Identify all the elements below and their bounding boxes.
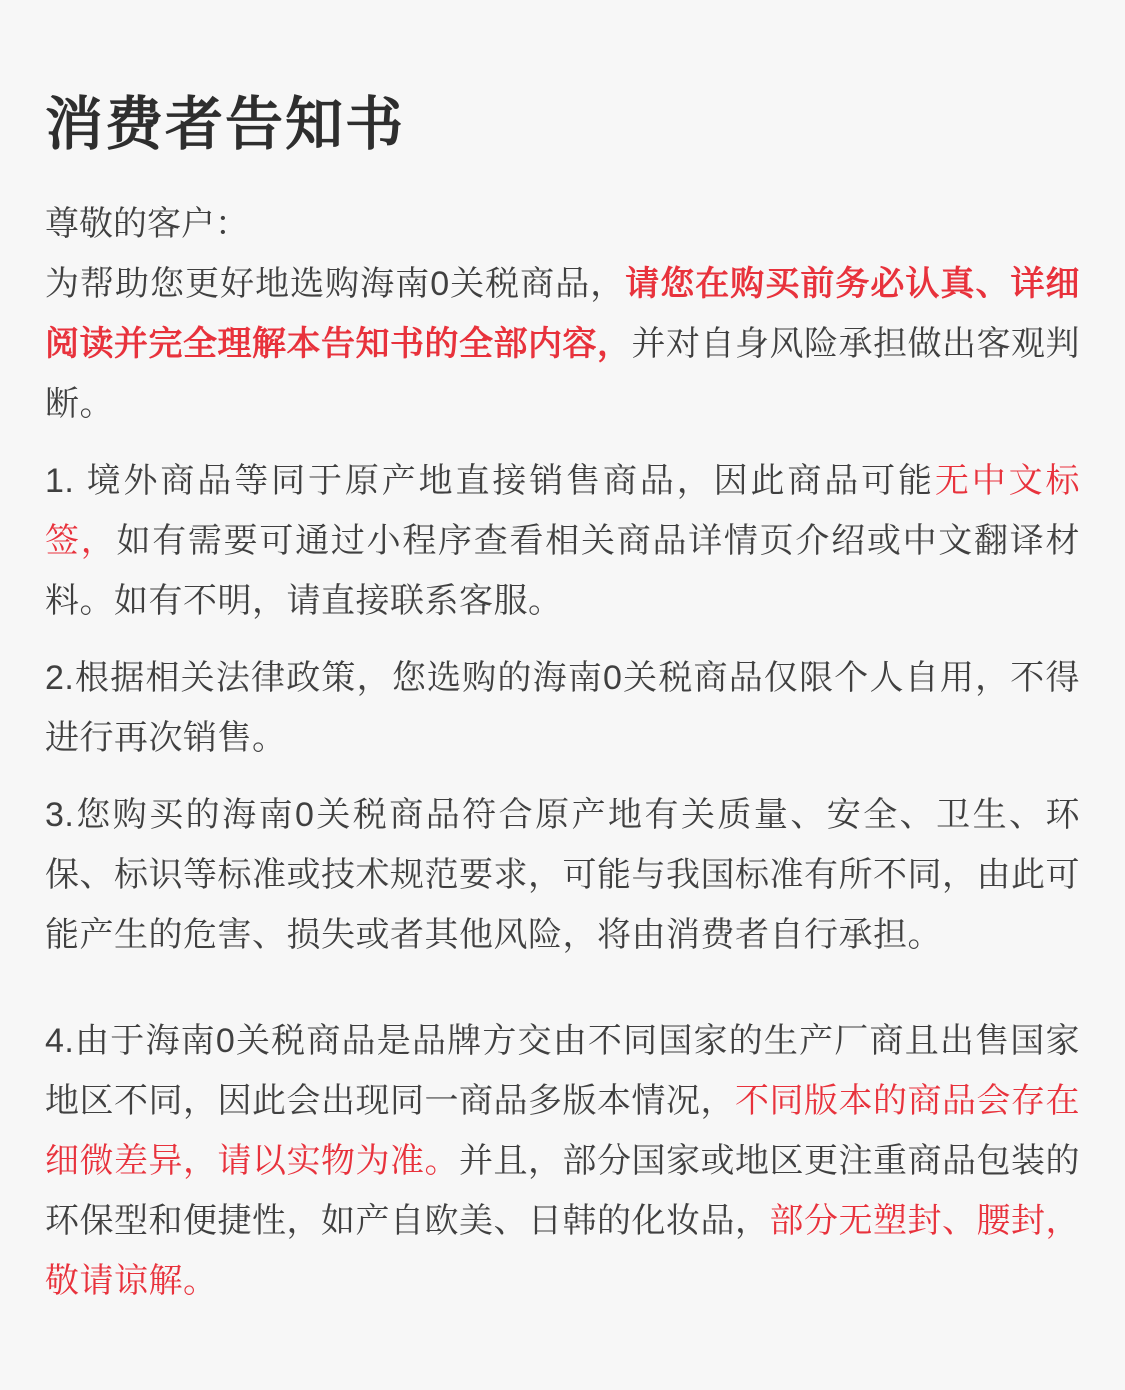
text-run: 2.根据相关法律政策，您选购的海南0关税商品仅限个人自用，不得进行再次销售。 xyxy=(45,659,1080,757)
text-run: 1. 境外商品等同于原产地直接销售商品，因此商品可能 xyxy=(45,462,935,500)
text-run: 4.由于海南0关税商品是品牌方交由不同国家的生产厂商且出售国家地区不同，因此会出现同一商品多版本情况， xyxy=(45,1022,1080,1120)
text-run: 如有需要可通过小程序查看相关商品详情页介绍或中文翻译材料。如有不明，请直接联系客服。 xyxy=(45,522,1081,620)
notice-paragraph xyxy=(45,648,1080,768)
highlighted-text-run: 不同版本的商品会存在细微差异，请以实物为准。 xyxy=(45,1082,1080,1180)
notice-paragraph xyxy=(45,1011,1080,1311)
salutation: 尊敬的客户： xyxy=(45,205,249,243)
highlighted-text-run: 无中文标签， xyxy=(45,462,1080,560)
highlighted-text-run: 请您在购买前务必认真、详细阅读并完全理解本告知书的全部内容， xyxy=(45,265,1080,363)
page-title: 消费者告知书 xyxy=(45,92,406,157)
notice-paragraph xyxy=(45,785,1080,965)
text-run: 并对自身风险承担做出客观判断。 xyxy=(45,325,1080,423)
notice-body xyxy=(45,254,1080,1311)
notice-paragraph xyxy=(45,451,1080,631)
text-run: 3.您购买的海南0关税商品符合原产地有关质量、安全、卫生、环保、标识等标准或技术规范要求，可能与我国标准有所不同，由此可能产生的危害、损失或者其他风险，将由消费者自行承担。 xyxy=(45,796,1080,954)
highlighted-text-run: 部分无塑封、腰封，敬请谅解。 xyxy=(45,1202,1080,1300)
text-run: 并且，部分国家或地区更注重商品包装的环保型和便捷性，如产自欧美、日韩的化妆品， xyxy=(45,1142,1080,1240)
notice-paragraph xyxy=(45,254,1080,434)
text-run: 为帮助您更好地选购海南0关税商品， xyxy=(45,265,626,303)
